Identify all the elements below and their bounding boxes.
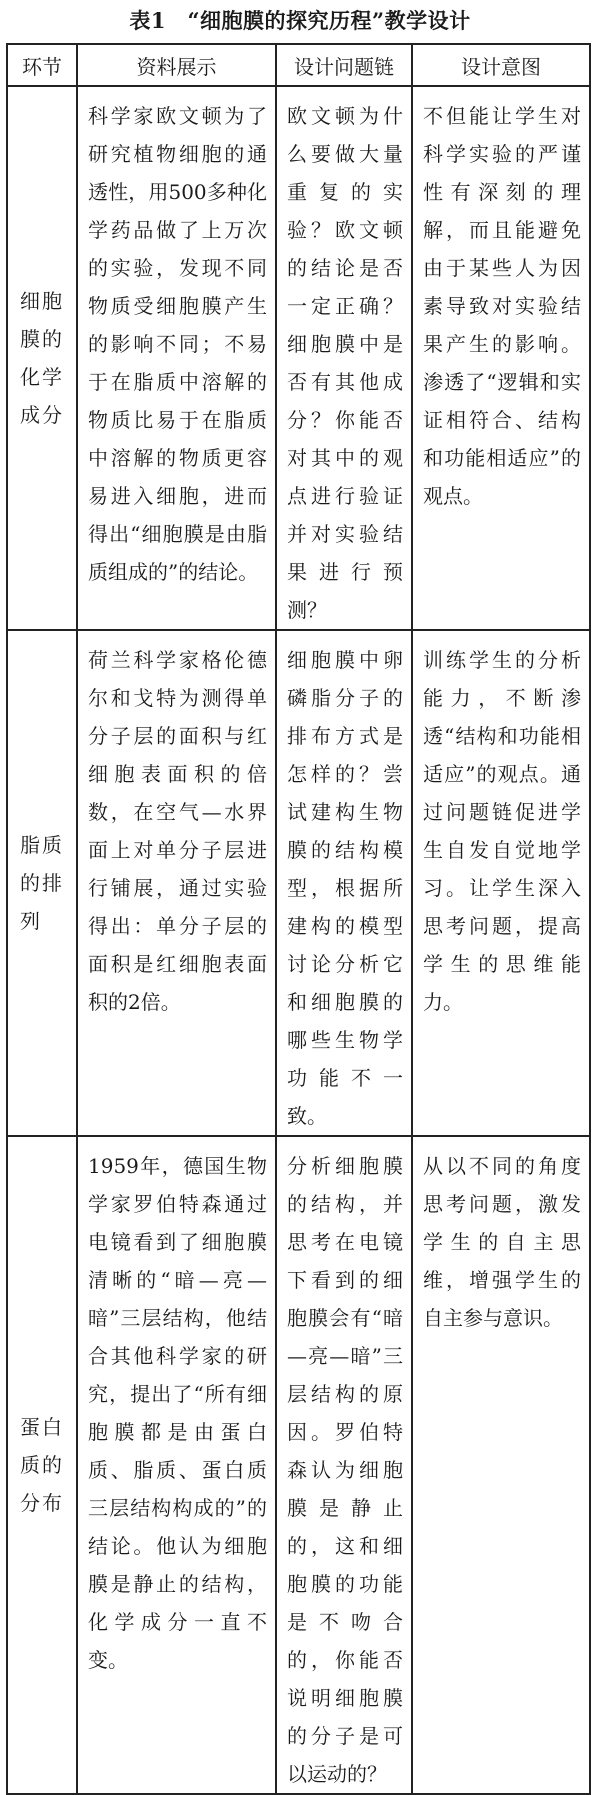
table-row <box>7 86 590 630</box>
section-label: 脂质的排列 <box>20 833 64 933</box>
material-text: 科学家欧文顿为了研究植物细胞的通透性，用500多种化学药品做了上万次的实验，发现不同物质受细胞膜产生的影响不同；不易于在脂质中溶解的物质比易于在脂质中溶解的物质更容易进入细胞，进而得出“细胞膜是由脂质组成的”的结论。 <box>88 104 267 584</box>
header-row <box>7 44 590 86</box>
intent-text: 不但能让学生对科学实验的严谨性有深刻的理解，而且能避免由于某些人为因素导致对实验结果产生的影响。渗透了“逻辑和实证相符合、结构和功能相适应”的观点。 <box>423 104 581 508</box>
questions-text: 欧文顿为什么要做大量重复的实验？欧文顿的结论是否一定正确？细胞膜中是否有其他成分？你能否对其中的观点进行验证并对实验结果进行预测？ <box>287 104 403 622</box>
material-text: 1959年，德国生物学家罗伯特森通过电镜看到了细胞膜清晰的“暗—亮—暗”三层结构，他结合其他科学家的研究，提出了“所有细胞膜都是由蛋白质、脂质、蛋白质三层结构构成的”的结论。他认为细胞膜是静止的结构，化学成分一直不变。 <box>88 1154 267 1672</box>
section-cell <box>7 630 77 1136</box>
table-row <box>7 1136 590 1794</box>
intent-cell <box>412 1136 590 1794</box>
material-cell <box>77 86 276 630</box>
questions-text: 分析细胞膜的结构，并思考在电镜下看到的细胞膜会有“暗—亮—暗”三层结构的原因。罗伯特森认为细胞膜是静止的，这和细胞膜的功能是不吻合的，你能否说明细胞膜的分子是可以运动的？ <box>287 1154 403 1786</box>
intent-text: 从以不同的角度思考问题，激发学生的自主思维，增强学生的自主参与意识。 <box>423 1154 581 1330</box>
material-text: 荷兰科学家格伦德尔和戈特为测得单分子层的面积与红细胞表面积的倍数，在空气—水界面上对单分子层进行铺展，通过实验得出：单分子层的面积是红细胞表面积的2倍。 <box>88 648 267 1014</box>
intent-cell <box>412 86 590 630</box>
header-section: 环节 <box>7 44 77 86</box>
header-questions: 设计问题链 <box>276 44 412 86</box>
material-cell <box>77 630 276 1136</box>
section-label: 细胞膜的化学成分 <box>20 289 64 427</box>
intent-text: 训练学生的分析能力，不断渗透“结构和功能相适应”的观点。通过问题链促进学生自发自觉地学习。让学生深入思考问题，提高学生的思维能力。 <box>423 648 581 1014</box>
header-intent: 设计意图 <box>412 44 590 86</box>
header-material: 资料展示 <box>77 44 276 86</box>
table-row <box>7 630 590 1136</box>
intent-cell <box>412 630 590 1136</box>
section-cell <box>7 1136 77 1794</box>
section-label: 蛋白质的分布 <box>20 1415 64 1515</box>
questions-cell <box>276 86 412 630</box>
section-cell <box>7 86 77 630</box>
questions-text: 细胞膜中卵磷脂分子的排布方式是怎样的？尝试建构生物膜的结构模型，根据所建构的模型讨论分析它和细胞膜的哪些生物学功能不一致。 <box>287 648 403 1128</box>
questions-cell <box>276 1136 412 1794</box>
questions-cell <box>276 630 412 1136</box>
material-cell <box>77 1136 276 1794</box>
table-caption: 表1 “细胞膜的探究历程”教学设计 <box>129 8 471 33</box>
teaching-design-table <box>6 43 591 1795</box>
